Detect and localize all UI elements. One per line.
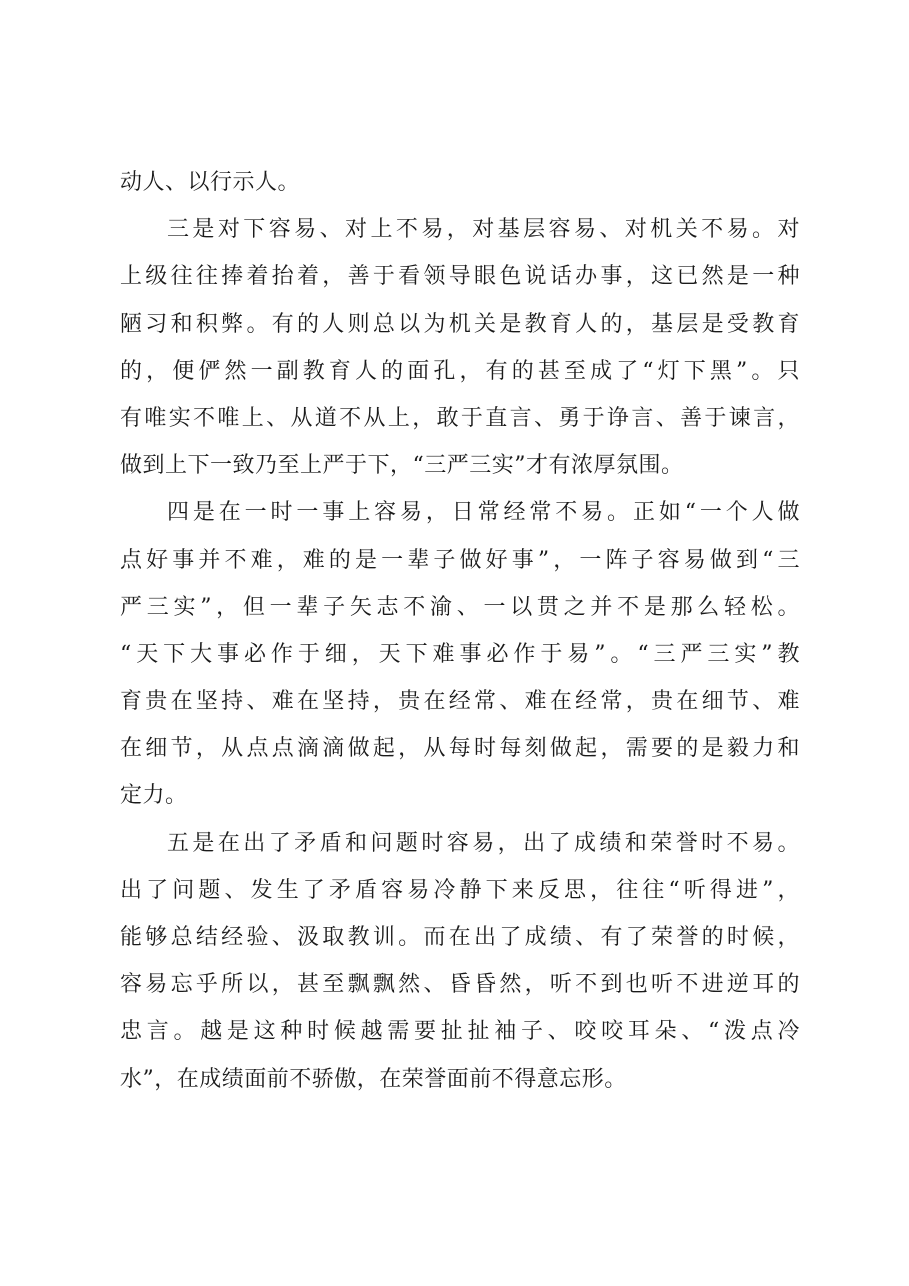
text-line: 水”，在成绩面前不骄傲，在荣誉面前不得意忘形。 [120,1066,627,1092]
text-line: 五是在出了矛盾和问题时容易，出了成绩和荣誉时不易。 [167,830,800,856]
text-line: 的，便俨然一副教育人的面孔，有的甚至成了“灯下黑”。只 [120,358,800,384]
text-line: 容易忘乎所以，甚至飘飘然、昏昏然，听不到也听不进逆耳的 [120,972,800,998]
text-line: 四是在一时一事上容易，日常经常不易。正如“一个人做 [167,500,800,526]
text-line: 三是对下容易、对上不易，对基层容易、对机关不易。对 [167,217,800,243]
text-line: 严三实”，但一辈子矢志不渝、一以贯之并不是那么轻松。 [120,594,800,620]
text-line: 能够总结经验、汲取教训。而在出了成绩、有了荣誉的时候， [120,925,800,950]
text-line: “天下大事必作于细，天下难事必作于易”。“三严三实”教 [120,641,800,667]
text-line: 上级往往捧着抬着，善于看领导眼色说话办事，这已然是一种 [120,264,800,290]
text-line: 忠言。越是这种时候越需要扯扯袖子、咬咬耳朵、“泼点冷 [120,1019,800,1045]
text-line: 点好事并不难，难的是一辈子做好事”，一阵子容易做到“三 [120,547,800,573]
text-line: 陋习和积弊。有的人则总以为机关是教育人的，基层是受教育 [120,311,800,337]
text-line: 做到上下一致乃至上严于下，“三严三实”才有浓厚氛围。 [120,453,684,479]
text-line: 在细节，从点点滴滴做起，从每时每刻做起，需要的是毅力和 [120,736,800,762]
text-line: 育贵在坚持、难在坚持，贵在经常、难在经常，贵在细节、难 [120,689,800,715]
text-line: 动人、以行示人。 [120,170,301,195]
text-line: 定力。 [120,783,188,809]
document-body [120,159,800,1103]
text-line: 有唯实不唯上、从道不从上，敢于直言、勇于诤言、善于谏言， [120,405,800,431]
text-line: 出了问题、发生了矛盾容易冷静下来反思，往往“听得进”， [120,877,800,903]
